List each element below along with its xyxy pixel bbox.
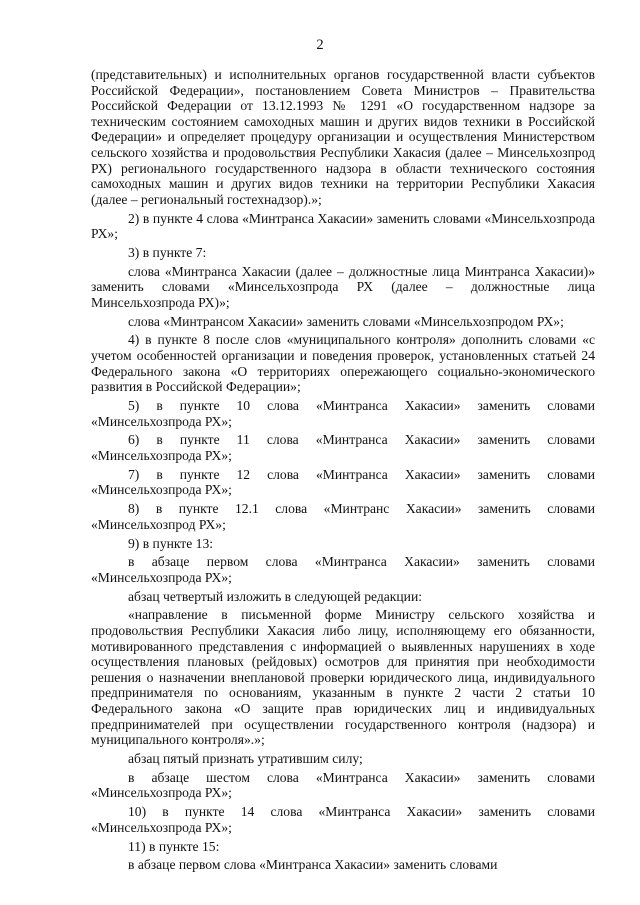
paragraph: 9) в пункте 13: [128, 535, 214, 551]
paragraph: слова «Минтрансом Хакасии» заменить словами «Минсельхозпродом РХ»; [128, 313, 564, 329]
paragraph: 5) в пункте 10 слова «Минтранса Хакасии» заменить словами «Минсельхозпрода РХ»; [91, 398, 595, 429]
page-number: 2 [316, 37, 324, 53]
paragraph: абзац пятый признать утратившим силу; [128, 750, 363, 766]
paragraph: «направление в письменной форме Министру сельского хозяйства и продовольствия Республики Хакасия либо лицу, исполняющему его обязанности, мотивированного представления с информацией о выявленных нарушениях в ходе осуществления плановых (рейдовых) осмотров для принятия при необходимости решения о назначении внеплановой проверки юридического лица, индивидуального предпринимателя по основаниям, указанным в пункте 2 части 2 статьи 10 Федерального закона «О защите прав юридических лиц и индивидуальных предпринимателей при осуществлении государственного контроля (надзора) и муниципального контроля».»; [91, 607, 595, 748]
paragraph: 4) в пункте 8 после слов «муниципального контроля» дополнить словами «с учетом особенностей организации и поведения проверок, установленных статьей 24 Федерального закона «О территориях опережающего социально-экономического развития в Российской Федерации»; [91, 332, 595, 395]
paragraph: 8) в пункте 12.1 слова «Минтранс Хакасии» заменить словами «Минсельхозпрод РХ»; [91, 501, 595, 532]
paragraph: (представительных) и исполнительных органов государственной власти субъектов Российской Федерации», постановлением Совета Министров – Правительства Российской Федерации от 13.12.1993 № 1291 «О государственном надзоре за техническим состоянием самоходных машин и других видов техники в Российской Федерации» и определяет процедуру организации и осуществления Министерством сельского хозяйства и продовольствия Республики Хакасия (далее – Минсельхозпрод РХ) регионального государственного надзора в области технического состояния самоходных машин и других видов техники на территории Республики Хакасия (далее – региональный гостехнадзор).»; [91, 67, 595, 207]
paragraph: в абзаце первом слова «Минтранса Хакасии» заменить словами «Минсельхозпрода РХ»; [91, 554, 595, 585]
paragraph: 6) в пункте 11 слова «Минтранса Хакасии» заменить словами «Минсельхозпрода РХ»; [91, 432, 595, 463]
paragraph: слова «Минтранса Хакасии (далее – должностные лица Минтранса Хакасии)» заменить словами «Минсельхозпрода РХ (далее – должностные лица Минсельхозпрода РХ)»; [91, 263, 595, 310]
paragraph: 2) в пункте 4 слова «Минтранса Хакасии» заменить словами «Минсельхозпрода РХ»; [91, 210, 595, 242]
paragraph: в абзаце первом слова «Минтранса Хакасии» заменить словами [128, 857, 498, 873]
paragraph: 7) в пункте 12 слова «Минтранса Хакасии» заменить словами «Минсельхозпрода РХ»; [91, 466, 595, 498]
paragraph: абзац четвертый изложить в следующей редакции: [128, 588, 423, 604]
document-body [91, 67, 595, 876]
paragraph: в абзаце шестом слова «Минтранса Хакасии» заменить словами «Минсельхозпрода РХ»; [91, 769, 595, 801]
paragraph: 11) в пункте 15: [128, 838, 220, 854]
paragraph: 3) в пункте 7: [128, 244, 207, 260]
paragraph: 10) в пункте 14 слова «Минтранса Хакасии» заменить словами «Минсельхозпрода РХ»; [91, 804, 595, 835]
